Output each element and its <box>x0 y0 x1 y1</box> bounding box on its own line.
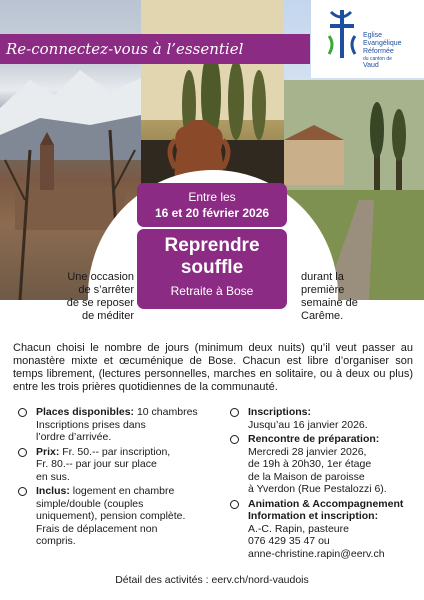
logo-line: Eglise <box>363 32 383 39</box>
side-line: de méditer <box>82 310 134 322</box>
item-text: Mercredi 28 janvier 2026, <box>248 445 367 458</box>
title-box <box>137 229 287 309</box>
item-text: de 19h à 20h30, 1er étage <box>248 458 372 470</box>
circle-bullet-icon <box>230 500 239 509</box>
item-label: Information et inscription: <box>248 510 379 522</box>
cross-logo-icon <box>327 10 357 58</box>
list-item <box>226 433 421 496</box>
logo-line: Evangélique <box>363 40 402 47</box>
logo-text <box>363 32 402 78</box>
dates-line: Entre les <box>188 190 236 204</box>
item-text: l’ordre d’arrivée. <box>36 431 112 443</box>
list-item <box>14 406 210 444</box>
list-item <box>226 498 421 561</box>
dates-range: 16 et 20 février 2026 <box>154 206 270 220</box>
item-text: Fr. 50.-- par inscription, <box>59 445 171 458</box>
intro-paragraph: Chacun choisi le nombre de jours (minimum deux nuits) qu’il veut passer au monastère mixte et œcuménique de Bose. Chacun est libre d’organiser son temps librement, (lectures personnelles, marches en solitaire, ou à deux ou plus) entre les trois prières quotidiennes de la communauté. <box>13 342 413 393</box>
logo-line: Vaud <box>363 62 379 69</box>
item-text: Inscriptions prises dans <box>36 418 146 431</box>
list-item <box>14 485 210 548</box>
circle-bullet-icon <box>230 435 239 444</box>
circle-bullet-icon <box>18 487 27 496</box>
item-text: Jusqu’au 16 janvier 2026. <box>248 418 368 431</box>
circle-bullet-icon <box>18 408 27 417</box>
side-line: semaine de <box>301 297 358 309</box>
item-label: Places disponibles: <box>36 406 135 418</box>
right-side-text <box>301 271 421 323</box>
list-item <box>14 446 210 484</box>
item-label: Rencontre de préparation: <box>248 433 380 445</box>
side-line: de s’arrêter <box>78 284 134 296</box>
item-label: Animation & Accompagnement <box>248 497 404 510</box>
dates-box <box>137 183 287 227</box>
item-text: A.-C. Rapin, pasteure <box>248 522 349 535</box>
side-line: durant la <box>301 271 344 283</box>
item-text: compris. <box>36 535 76 547</box>
title-line: souffle <box>180 257 244 278</box>
item-text: en sus. <box>36 470 70 483</box>
church-logo <box>311 0 424 78</box>
item-label: Inclus: <box>36 485 70 497</box>
left-side-text <box>10 271 134 323</box>
list-item <box>226 406 421 431</box>
side-line: Une occasion <box>67 271 134 283</box>
logo-line: Réformée <box>363 48 394 55</box>
item-text: simple/double (couples <box>36 497 144 510</box>
circle-bullet-icon <box>18 448 27 457</box>
item-text: 10 chambres <box>134 406 198 418</box>
item-label: Inscriptions: <box>248 406 312 418</box>
item-text: 076 429 35 47 ou <box>248 535 330 547</box>
item-text: à Yverdon (Rue Pestalozzi 6). <box>248 483 387 495</box>
side-line: de se reposer <box>66 297 134 309</box>
item-text: Frais de déplacement non <box>36 522 158 535</box>
details-right-column <box>226 406 421 562</box>
header-banner <box>0 34 310 64</box>
item-label: Prix: <box>36 445 60 458</box>
item-text: Fr. 80.-- par jour sur place <box>36 458 157 470</box>
contact-email: anne-christine.rapin@eerv.ch <box>248 547 385 560</box>
side-line: première <box>301 284 345 296</box>
circle-bullet-icon <box>230 408 239 417</box>
item-text: de la Maison de paroisse <box>248 470 365 483</box>
logo-line: du canton de <box>363 56 392 62</box>
item-text: logement en chambre <box>69 485 175 497</box>
item-text: uniquement), pension complète. <box>36 510 186 522</box>
side-line: Carême. <box>301 310 344 322</box>
footer-link-text: Détail des activités : eerv.ch/nord-vaudois <box>115 574 309 586</box>
banner-text: Re-connectez-vous à l’essentiel <box>6 40 244 58</box>
title-subtitle: Retraite à Bose <box>170 284 254 298</box>
details-left-column <box>14 406 210 550</box>
title-line: Reprendre <box>164 235 260 256</box>
